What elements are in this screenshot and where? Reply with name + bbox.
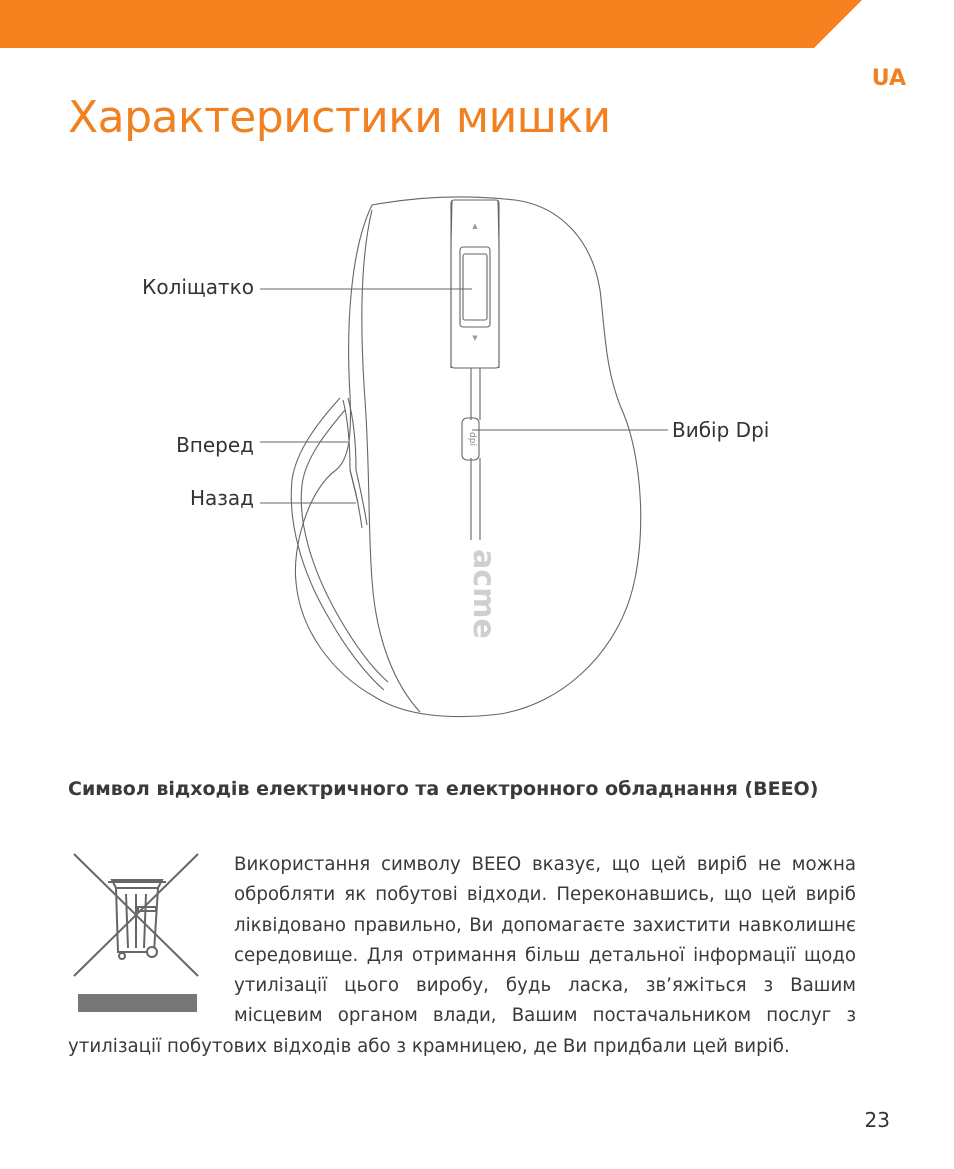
mouse-diagram — [0, 190, 954, 730]
top-banner — [0, 0, 954, 50]
icon-spacer — [68, 850, 234, 1030]
dpi-label: Вибір Dpi — [672, 418, 770, 442]
weee-body-text — [68, 850, 856, 1062]
language-code: UA — [871, 66, 906, 91]
weee-heading: Символ відходів електричного та електронного обладнання (ВЕЕО) — [68, 778, 819, 800]
back-button — [350, 470, 362, 528]
page-title: Характеристики мишки — [68, 92, 611, 143]
weee-paragraph: Використання символу ВЕЕО вказує, що цей виріб не можна обробляти як побутові відходи. Переконавшись, що цей виріб ліквідовано правильно, Ви допомагаєте захистити навколишнє середовище. Для отримання більш детальної інформації щодо утилізації цього виробу, будь ласка, зв’яжіться з Вашим місцевим органом влади, Вашим постачальником послуг з утилізації побутових відходів або з крамницею, де Ви придбали цей виріб. — [68, 854, 856, 1057]
scroll-down-arrow: ▼ — [472, 334, 478, 342]
brand-logo: acme — [466, 549, 501, 639]
back-label: Назад — [189, 486, 254, 510]
dpi-button-text: dpi — [467, 432, 477, 446]
scroll-wheel — [460, 247, 490, 327]
mouse-body-contour — [362, 210, 420, 712]
forward-label: Вперед — [176, 433, 254, 457]
page-number: 23 — [864, 1108, 890, 1132]
wheel-label: Коліщатко — [142, 275, 254, 299]
center-seam — [471, 368, 480, 420]
scroll-up-arrow: ▲ — [472, 222, 478, 230]
